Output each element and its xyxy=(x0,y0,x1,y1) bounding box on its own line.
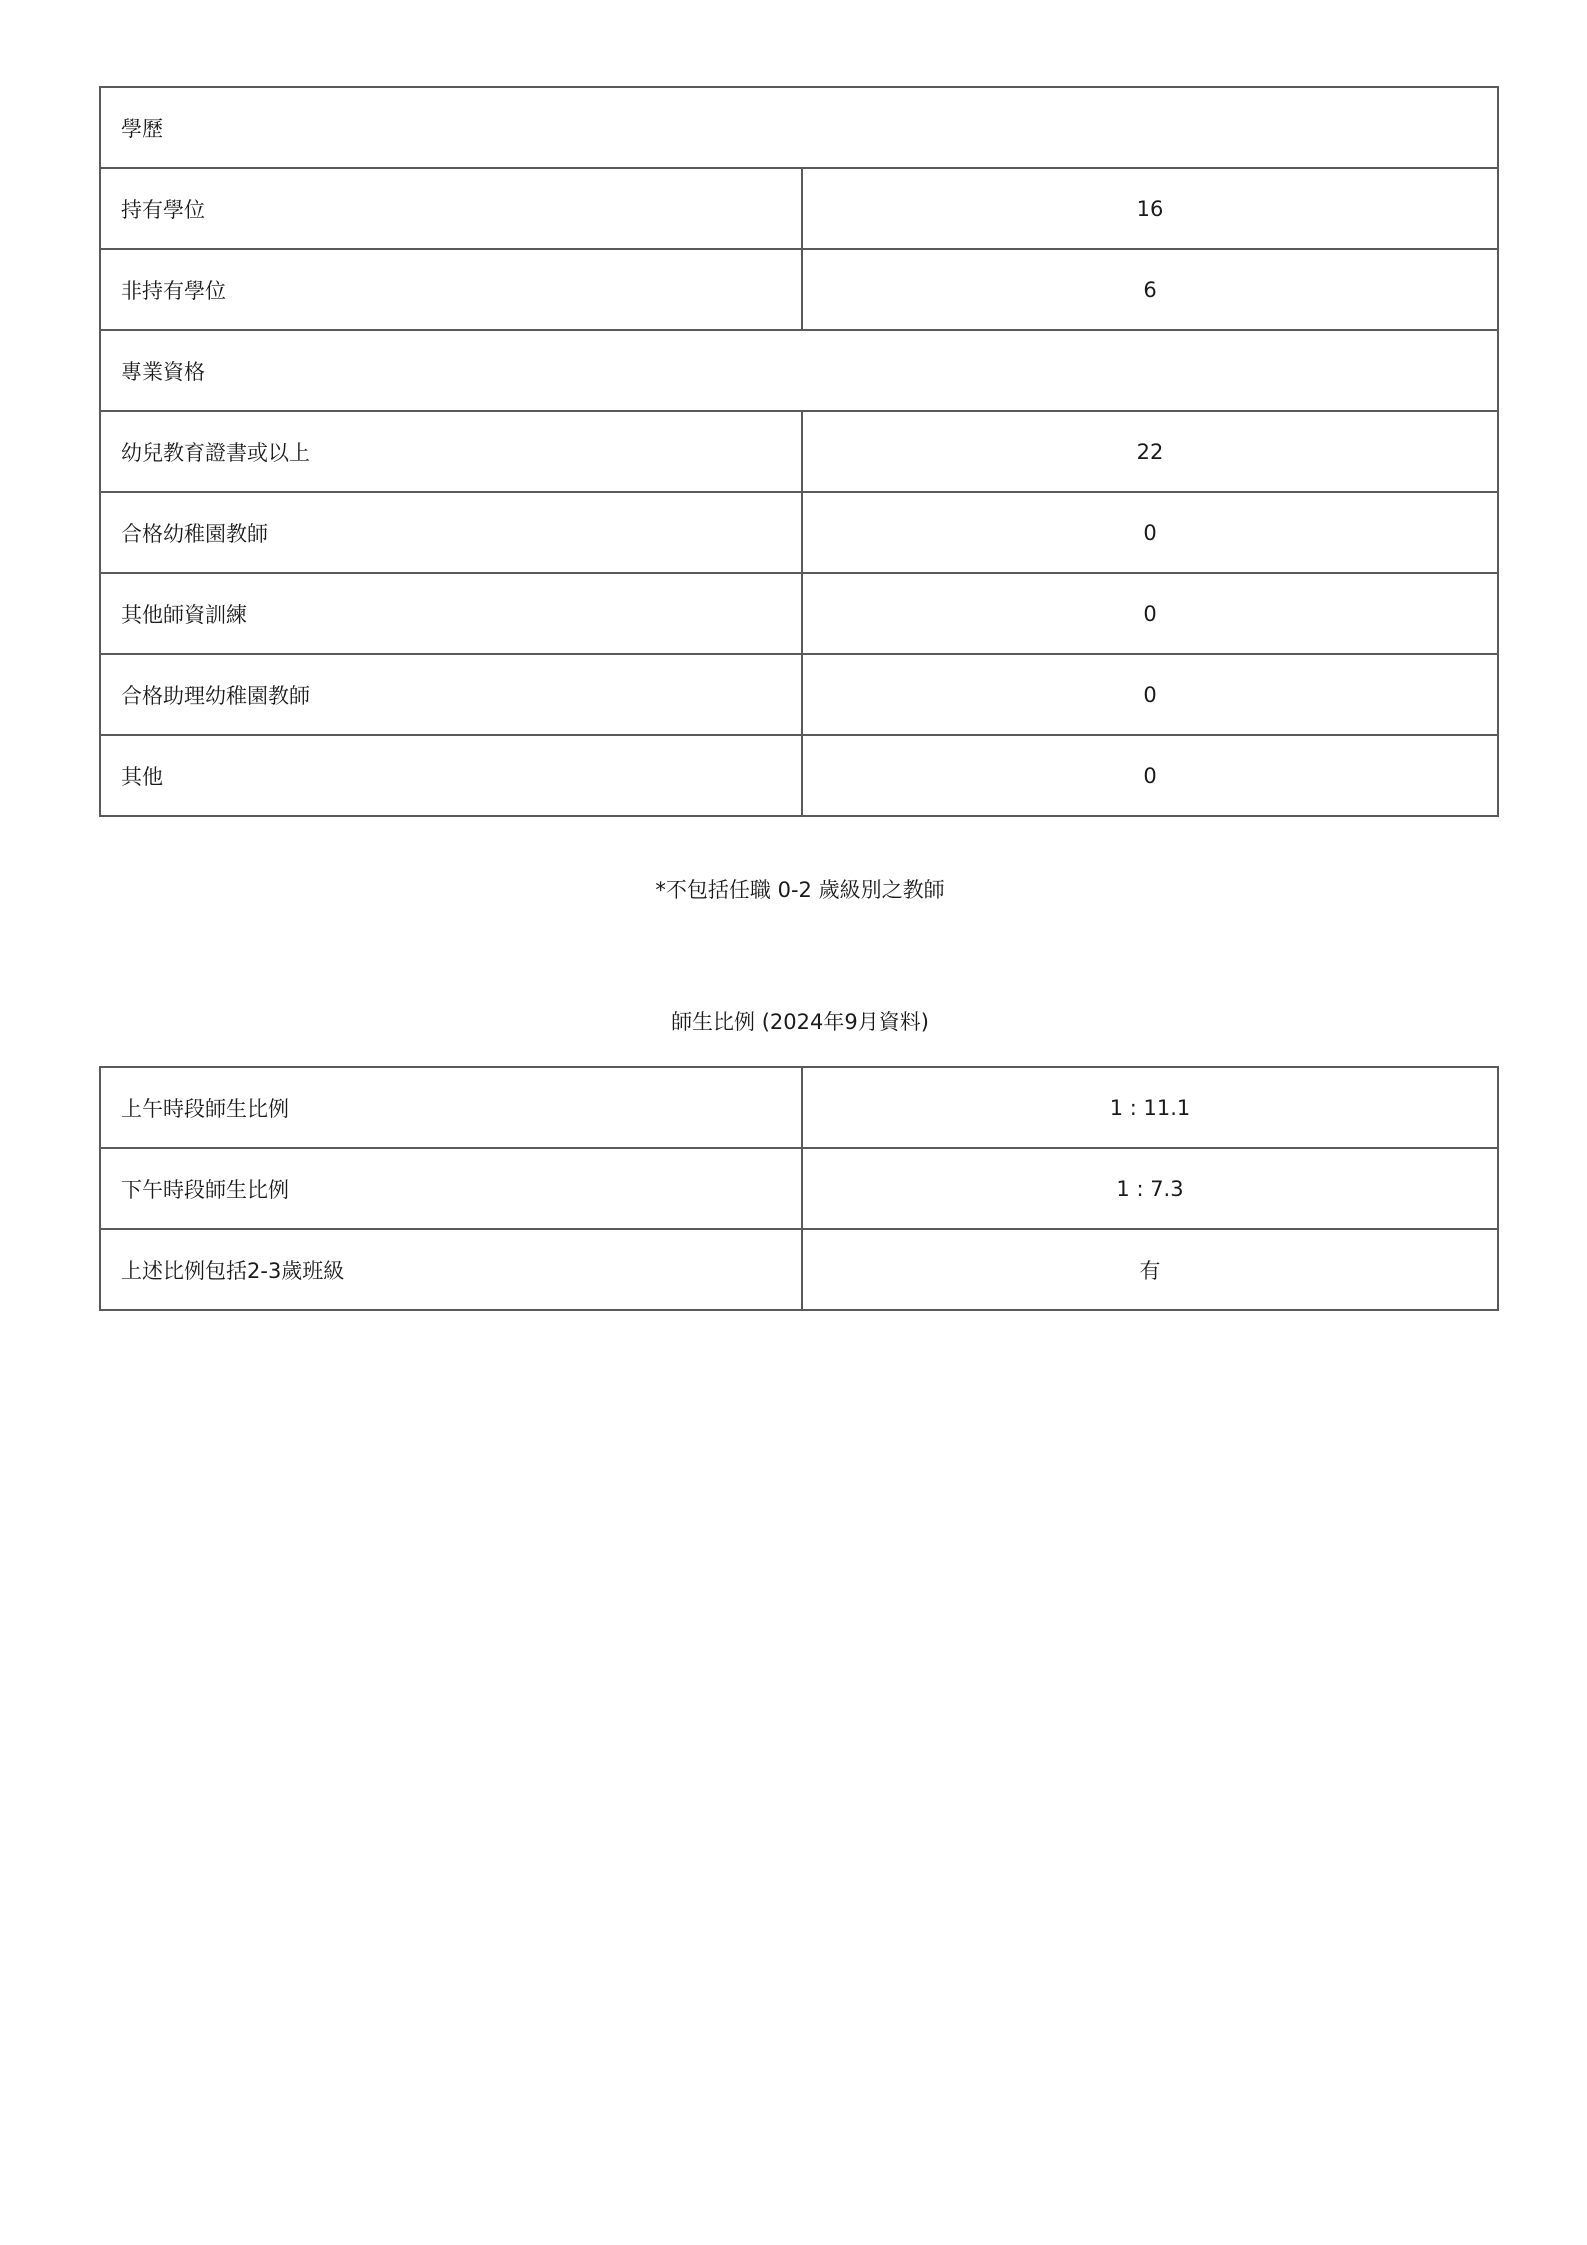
row-value: 6 xyxy=(802,249,1498,330)
professional-header: 專業資格 xyxy=(100,330,1498,411)
row-label: 持有學位 xyxy=(100,168,802,249)
row-label: 其他 xyxy=(100,735,802,816)
table-row xyxy=(100,411,1498,492)
row-label: 上述比例包括2-3歲班級 xyxy=(100,1229,802,1310)
row-value: 0 xyxy=(802,654,1498,735)
row-value: 有 xyxy=(802,1229,1498,1310)
row-value: 1 : 11.1 xyxy=(802,1067,1498,1148)
row-label: 上午時段師生比例 xyxy=(100,1067,802,1148)
row-value: 16 xyxy=(802,168,1498,249)
table-row xyxy=(100,87,1498,168)
qualifications-table xyxy=(99,86,1499,817)
row-label: 合格助理幼稚園教師 xyxy=(100,654,802,735)
table-row xyxy=(100,330,1498,411)
table-row xyxy=(100,249,1498,330)
table-row xyxy=(100,573,1498,654)
row-label: 非持有學位 xyxy=(100,249,802,330)
ratio-table xyxy=(99,1066,1499,1311)
table-row xyxy=(100,1148,1498,1229)
table-row xyxy=(100,492,1498,573)
row-value: 0 xyxy=(802,573,1498,654)
row-value: 1 : 7.3 xyxy=(802,1148,1498,1229)
row-value: 0 xyxy=(802,735,1498,816)
table-row xyxy=(100,654,1498,735)
row-label: 幼兒教育證書或以上 xyxy=(100,411,802,492)
table-row xyxy=(100,735,1498,816)
ratio-section-title: 師生比例 (2024年9月資料) xyxy=(671,1010,929,1034)
table-row xyxy=(100,1229,1498,1310)
row-label: 下午時段師生比例 xyxy=(100,1148,802,1229)
row-label: 其他師資訓練 xyxy=(100,573,802,654)
education-header: 學歷 xyxy=(100,87,1498,168)
row-value: 22 xyxy=(802,411,1498,492)
table-row xyxy=(100,168,1498,249)
row-value: 0 xyxy=(802,492,1498,573)
row-label: 合格幼稚園教師 xyxy=(100,492,802,573)
footnote: *不包括任職 0-2 歲級別之教師 xyxy=(655,878,945,902)
table-row xyxy=(100,1067,1498,1148)
